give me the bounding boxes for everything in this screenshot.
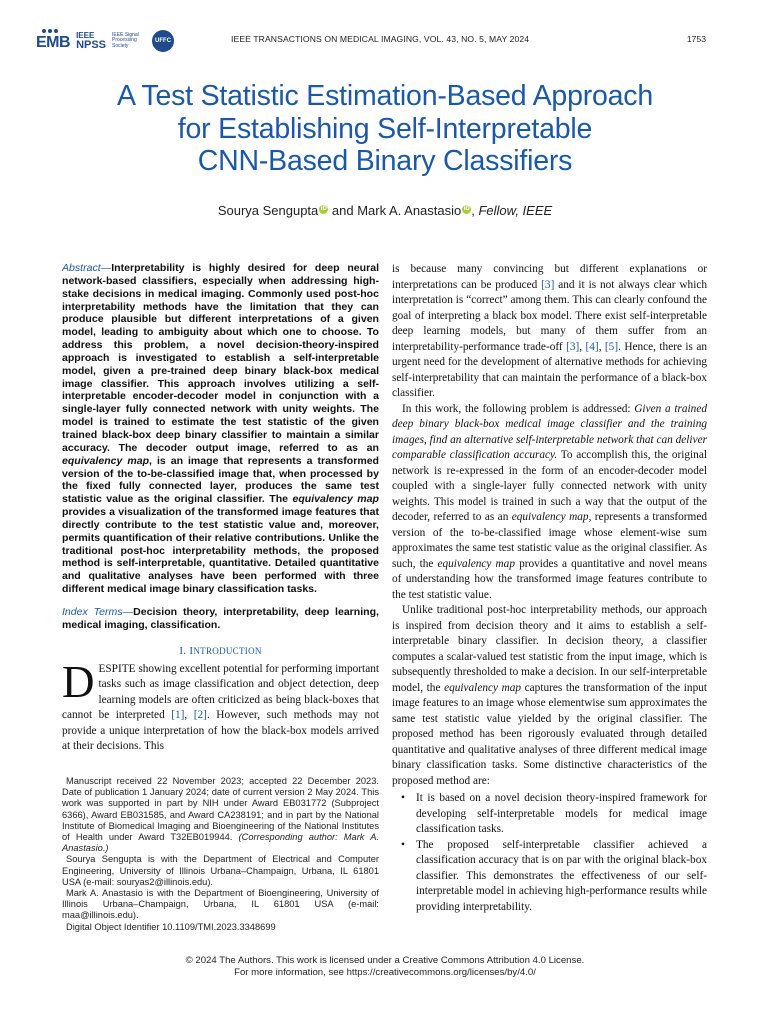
abstract — [62, 262, 379, 596]
society-logos — [36, 30, 174, 52]
para-text: , represents a transformed version of the to-be-classified image whose element-wise sum approximates the same test statistic value as the original classifier. As such, the — [392, 511, 707, 570]
index-terms-label: Index Terms— — [62, 605, 134, 618]
orcid-icon[interactable]: iD — [320, 206, 327, 212]
title-line-1: A Test Statistic Estimation-Based Approach — [116, 80, 654, 112]
citation-link[interactable]: [3] — [541, 278, 555, 291]
para-text: is because many convincing but different explanations or interpretations can be produced — [392, 263, 707, 291]
body-paragraph — [392, 603, 707, 789]
body-paragraph — [392, 262, 707, 402]
para-text: In this work, the following problem is addressed: — [402, 402, 635, 415]
footnote-doi: Digital Object Identifier 10.1109/TMI.2023.3348699 — [66, 921, 276, 932]
abstract-em-2: equivalency map — [292, 493, 379, 506]
author-grade: Fellow, IEEE — [478, 203, 553, 218]
license-line-1: © 2024 The Authors. This work is licensed under a Creative Commons Attribution 4.0 License. — [185, 955, 585, 966]
list-item: • It is based on a novel decision theory-inspired framework for developing self-interpretable models for medical image classification tasks. — [392, 791, 707, 838]
journal-name: IEEE TRANSACTIONS ON MEDICAL IMAGING, VOL. 43, NO. 5, MAY 2024 — [231, 34, 530, 44]
intro-paragraph — [62, 656, 379, 755]
emphasis: equivalency map — [511, 511, 589, 523]
corresponding-author: (Corresponding author: Mark A. Anastasio.) — [62, 832, 380, 854]
intro-sep: , — [184, 709, 194, 722]
citation-link[interactable]: [4] — [585, 340, 599, 353]
citation-link[interactable]: [2] — [193, 709, 207, 722]
author-2: and Mark A. Anastasio — [328, 203, 462, 218]
emphasis: equivalency map — [437, 557, 515, 570]
para-text: , — [579, 340, 586, 353]
emb-logo-text: EMB — [36, 33, 71, 51]
emb-logo — [36, 31, 70, 52]
abstract-em-1: equivalency map — [62, 454, 150, 467]
intro-text-2: . However, such methods may not provide a unique interpretation of how the black-box models arrived at their decisions. This — [62, 709, 379, 753]
npss-logo-text: NPSS — [76, 38, 107, 51]
abstract-text-2: , is an image that represents a transformed version of the to-be-classified image that, when processed by the fixed fully connected layer, produces the same test statistic value as the original classifier. The — [62, 454, 380, 506]
uffc-logo: UFFC — [152, 30, 174, 52]
footnote-author-2: Mark A. Anastasio is with the Department of Bioengineering, University of Illinois Urbana–Champaign, Urbana, IL 61801 USA (e-mail: maa@illinois.edu). — [62, 888, 379, 921]
author-1: Sourya Sengupta — [217, 203, 319, 218]
drop-cap: D — [62, 656, 95, 707]
sps-logo: IEEE Signal Processing Society — [112, 31, 139, 49]
characteristics-list — [392, 791, 707, 915]
footnote-manuscript — [62, 776, 379, 854]
page-number: 1753 — [686, 34, 706, 44]
license-notice — [40, 955, 730, 979]
para-text: , — [598, 340, 605, 353]
section-title-rest: NTRODUCTION — [193, 645, 262, 656]
footnote-author-1: Sourya Sengupta is with the Department of Electrical and Computer Engineering, University of Illinois Urbana–Champaign, Urbana, IL 61801 USA (e-mail: souryas2@illinois.edu). — [62, 854, 379, 887]
npss-logo — [76, 32, 106, 51]
license-line-2: For more information, see https://creativecommons.org/licenses/by/4.0/ — [234, 967, 536, 978]
citation-link[interactable]: [5] — [604, 340, 619, 353]
abstract-label: Abstract— — [62, 262, 112, 274]
running-header — [36, 30, 706, 56]
author-line — [40, 203, 730, 218]
intro-text-1: showing excellent potential for performing important tasks such as image classification and object detection, deep learning models are often criticized as being black-boxes that cannot be interpreted — [62, 662, 379, 722]
section-number: I. — [179, 644, 190, 657]
right-column — [392, 262, 707, 915]
first-word: ESPITE — [98, 662, 136, 675]
author-sep: , — [471, 203, 479, 218]
para-text: . Hence, there is an urgent need for the development of alternative methods for achieving self-interpretability that can maintain the performance of a black-box classifier. — [392, 340, 707, 399]
first-page-footnote — [62, 776, 379, 933]
para-text: captures the transformation of the input image features to an image whose elementwise sum approximates the same test statistic value yielded by the original classifier. The proposed method has been rigorously evaluated through detailed quantitative and qualitative analyses of three different medical image binary classification tasks. Some distinctive characteristics of the proposed method are: — [392, 681, 708, 787]
list-item: • The proposed self-interpretable classifier achieved a classification accuracy that is on par with the original black-box classifier. This demonstrates the effectiveness of our self-interpretable model in achieving high-performance results while providing interpretability. — [392, 838, 707, 916]
index-terms — [62, 606, 379, 632]
footnote-text: Manuscript received 22 November 2023; accepted 22 December 2023. Date of publication 1 January 2024; date of current version 2 May 2024. This work was supported in part by NIH under Award EB031772 (Subproject 6366), Award EB031585, and Award CA238191; and in part by the National Institute of Biomedical Imaging and Bioengineering of the National Institutes of Health under Award T32EB019944. — [62, 776, 379, 843]
abstract-text-1: Interpretability is highly desired for deep neural network-based classifiers, especially when addressing high-stake decisions in medical imaging. Commonly used post-hoc interpretability methods have the limitation that they can produce plausible but different interpretations of a given model, leading to ambiguity about which one to choose. To address this problem, a novel decision-theory-inspired approach is investigated to establish a self-interpretable model, given a pre-trained deep binary black-box medical image classifier. This approach involves utilizing a self-interpretable encoder-decoder model in conjunction with a single-layer fully connected network with unity weights. The model is trained to estimate the test statistic of the given trained black-box deep binary classifier to maintain a similar accuracy. The decoder output image, referred to as an — [62, 262, 379, 454]
index-terms-text: Decision theory, interpretability, deep learning, medical imaging, classification. — [62, 605, 379, 631]
citation-link[interactable]: [3] — [566, 340, 580, 353]
left-column — [62, 262, 379, 755]
paper-title — [40, 80, 730, 178]
section-heading-introduction — [62, 645, 379, 657]
para-text: Unlike traditional post-hoc interpretability methods, our approach is inspired from decision theory and it aims to establish a self-interpretable binary classifier. In decision theory, a classifier computes a scalar-valued test statistic from the input image, which is subsequently thresholded to make a decision. In our self-interpretable model, the — [392, 604, 707, 694]
para-text: provides a quantitative and novel means of understanding how the transformed image features contribute to the test statistic value. — [392, 557, 707, 601]
body-paragraph — [392, 402, 707, 604]
para-text: To accomplish this, the original network is re-expressed in the form of an encoder-decoder model coupled with a single-layer fully connected network with unity weights. This model is trained in such a way that the output of the decoder, referred to as an — [392, 449, 707, 523]
section-title-first: I — [189, 644, 194, 657]
para-text: and it is not always clear which interpretation is “correct” among them. This can clearly confound the goal of interpreting a black box model. There exist self-interpretable deep learning models, but many of them suffer from an interpretability-performance trade-off — [392, 278, 708, 353]
npss-logo-top: IEEE — [76, 30, 95, 40]
problem-statement: Given a trained deep binary black-box medical image classifier and the training images, find an alternative self-interpretable network that can deliver comparable classification accuracy. — [392, 402, 707, 461]
emphasis: equivalency map — [444, 681, 522, 694]
title-line-2: for Establishing Self-Interpretable — [177, 112, 593, 145]
title-line-3: CNN-Based Binary Classifiers — [197, 145, 573, 177]
orcid-icon[interactable]: iD — [463, 206, 470, 212]
citation-link[interactable]: [1] — [171, 709, 185, 722]
abstract-text-3: provides a visualization of the transformed image features that directly contribute to the test statistic value and, moreover, permits quantification of their relative contributions. Unlike the traditional post-hoc interpretability methods, the proposed method is self-interpretable, quantitative. Detailed quantitative and qualitative analyses have been performed with three different medical image binary classification tasks. — [62, 506, 379, 596]
